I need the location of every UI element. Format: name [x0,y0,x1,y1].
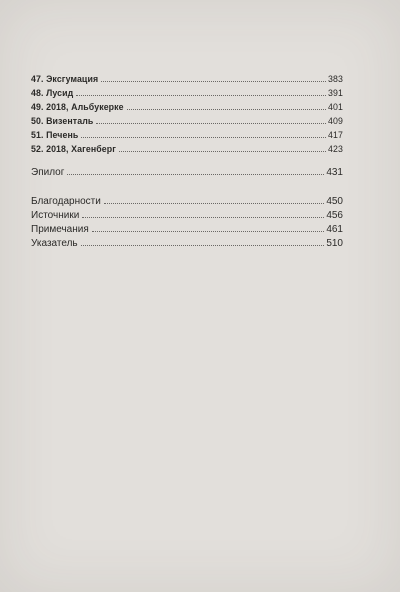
toc-entry-page-number: 461 [326,224,343,235]
toc-entry-sources [31,210,343,224]
dot-leader [81,245,325,246]
toc-entry-notes [31,224,343,238]
toc-entry-chapter-49 [31,102,343,116]
toc-entry-page-number: 417 [328,130,343,140]
toc-entry-page-number: 401 [328,102,343,112]
toc-entry-chapter-51 [31,130,343,144]
dot-leader [82,217,324,218]
toc-entry-page-number: 409 [328,116,343,126]
toc-entry-page-number: 391 [328,88,343,98]
toc-entry-title: Указатель [31,238,78,249]
toc-chapter-list [31,74,343,158]
toc-entry-title: Эпилог [31,167,65,178]
toc-entry-index [31,238,343,252]
toc-entry-title: Благодарности [31,196,101,207]
toc-entry-page-number: 383 [328,74,343,84]
dot-leader [101,81,326,82]
toc-epilogue-section [31,167,343,181]
toc-entry-chapter-48 [31,88,343,102]
toc-entry-chapter-47 [31,74,343,88]
toc-entry-page-number: 423 [328,144,343,154]
dot-leader [96,123,326,124]
dot-leader [127,109,326,110]
toc-entry-title: 49. 2018, Альбукерке [31,102,124,112]
toc-entry-page-number: 510 [326,238,343,249]
dot-leader [104,203,324,204]
toc-backmatter-list [31,196,343,252]
toc-entry-epilogue [31,167,343,181]
toc-entry-page-number: 456 [326,210,343,221]
toc-entry-title: 51. Печень [31,130,79,140]
dot-leader [81,137,326,138]
toc-entry-title: Примечания [31,224,89,235]
dot-leader [76,95,326,96]
dot-leader [67,174,324,175]
toc-entry-title: 50. Визенталь [31,116,94,126]
toc-entry-page-number: 450 [326,196,343,207]
toc-entry-chapter-50 [31,116,343,130]
toc-entry-title: 48. Лусид [31,88,74,98]
toc-entry-acknowledgements [31,196,343,210]
toc-entry-title: 47. Эксгумация [31,74,99,84]
toc-entry-title: 52. 2018, Хагенберг [31,144,117,154]
toc-entry-title: Источники [31,210,80,221]
toc-entry-page-number: 431 [326,167,343,178]
dot-leader [92,231,325,232]
dot-leader [119,151,326,152]
toc-entry-chapter-52 [31,144,343,158]
